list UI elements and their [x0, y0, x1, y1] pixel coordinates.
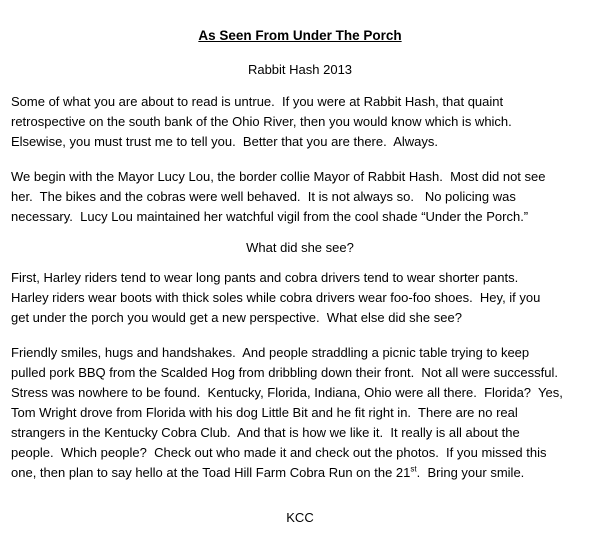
paragraph-line: people. Which people? Check out who made it and check out the photos. If you missed this	[11, 445, 547, 460]
document-subtitle: Rabbit Hash 2013	[247, 62, 353, 77]
paragraph-line: strangers in the Kentucky Cobra Club. And that is how we like it. It really is all about the	[11, 425, 520, 440]
paragraph-line: Harley riders wear boots with thick soles while cobra drivers wear foo-foo shoes. Hey, if you	[11, 290, 541, 305]
paragraph-observations	[11, 268, 596, 328]
paragraph-line: get under the porch you would get a new perspective. What else did she see?	[11, 310, 462, 325]
paragraph-line: Stress was nowhere to be found. Kentucky, Florida, Indiana, Ohio were all there. Florida? Yes,	[11, 385, 563, 400]
paragraph-line-last	[11, 463, 596, 483]
paragraph-line: her. The bikes and the cobras were well behaved. It is not always so. No policing was	[11, 189, 516, 204]
paragraph-line: First, Harley riders tend to wear long pants and cobra drivers tend to wear shorter pants.	[11, 270, 519, 285]
ordinal-suffix: st	[410, 464, 417, 474]
paragraph-line: Some of what you are about to read is untrue. If you were at Rabbit Hash, that quaint	[11, 94, 504, 109]
paragraph-line: Friendly smiles, hugs and handshakes. And people straddling a picnic table trying to keep	[11, 345, 530, 360]
paragraph-line: pulled pork BBQ from the Scalded Hog from dribbling down their front. Not all were successful.	[11, 365, 558, 380]
signature: KCC	[286, 510, 314, 525]
paragraph-line: Elsewise, you must trust me to tell you. Better that you are there. Always.	[11, 134, 439, 149]
text-run: . Bring your smile.	[416, 465, 525, 480]
paragraph-line: We begin with the Mayor Lucy Lou, the border collie Mayor of Rabbit Hash. Most did not see	[11, 169, 546, 184]
question-line: What did she see?	[246, 240, 354, 255]
paragraph-line: necessary. Lucy Lou maintained her watchful vigil from the cool shade “Under the Porch.”	[11, 209, 529, 224]
paragraph-intro	[11, 92, 596, 152]
paragraph-friendly	[11, 343, 596, 483]
paragraph-line: retrospective on the south bank of the Ohio River, then you would know which is which.	[11, 114, 512, 129]
paragraph-line: Tom Wright drove from Florida with his dog Little Bit and he fit right in. There are no real	[11, 405, 518, 420]
paragraph-mayor	[11, 167, 596, 227]
document-title: As Seen From Under The Porch	[198, 28, 402, 43]
text-run: one, then plan to say hello at the Toad Hill Farm Cobra Run on the 21	[11, 465, 411, 480]
